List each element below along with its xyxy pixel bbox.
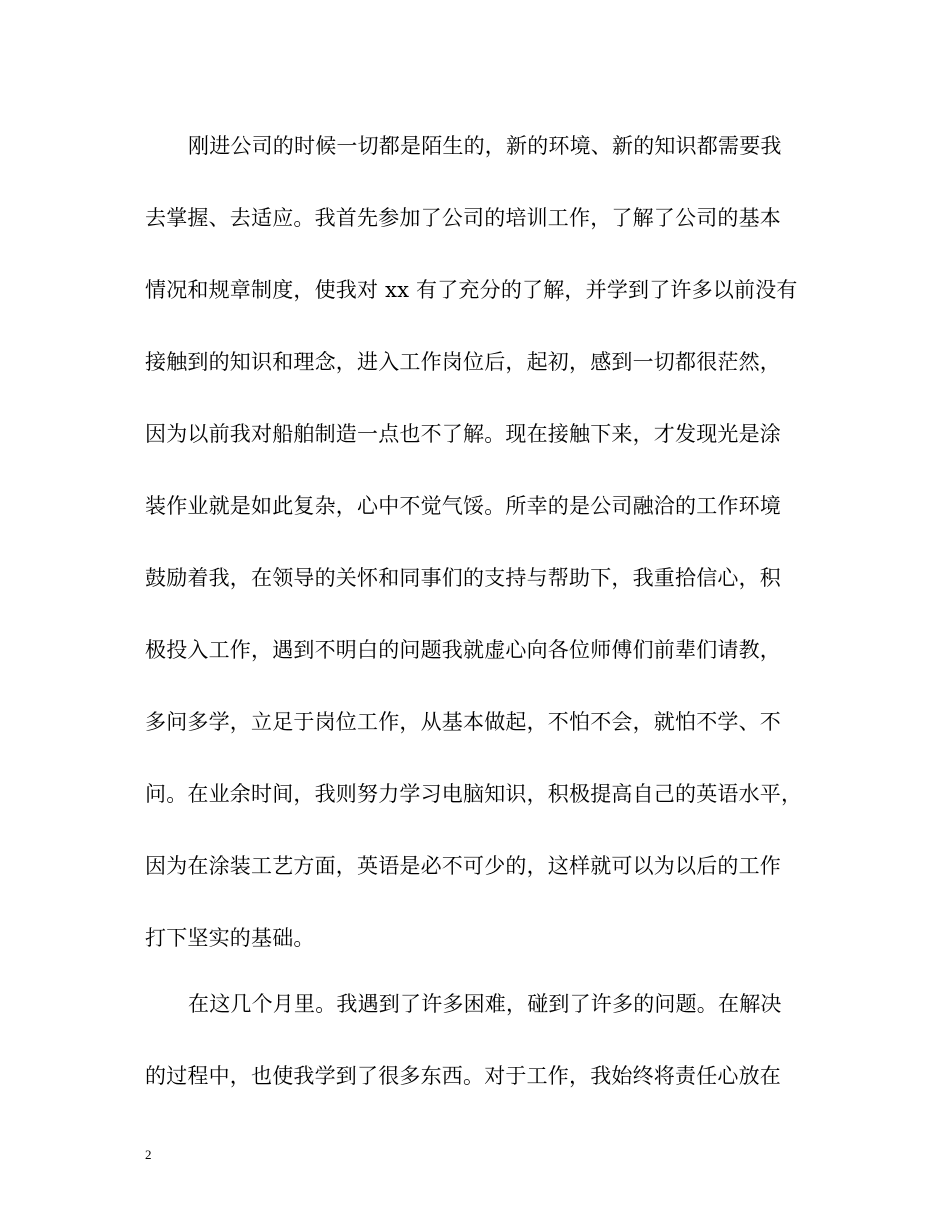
paragraph-1-line-7: 鼓励着我，在领导的关怀和同事们的支持与帮助下，我重拾信心，积 [145,566,781,590]
paragraph-1-line-4: 接触到的知识和理念，进入工作岗位后，起初，感到一切都很茫然， [145,350,781,374]
paragraph-1-line-6: 装作业就是如此复杂，心中不觉气馁。所幸的是公司融洽的工作环境 [145,494,781,518]
paragraph-1-line-1: 刚进公司的时候一切都是陌生的，新的环境、新的知识都需要我 [188,134,782,158]
page-number: 2 [145,1147,152,1162]
paragraph-2-line-1: 在这几个月里。我遇到了许多困难，碰到了许多的问题。在解决 [188,992,782,1016]
paragraph-1-line-5: 因为以前我对船舶制造一点也不了解。现在接触下来，才发现光是涂 [145,422,781,446]
paragraph-2-line-2: 的过程中，也使我学到了很多东西。对于工作，我始终将责任心放在 [145,1064,781,1088]
paragraph-1-line-8: 极投入工作，遇到不明白的问题我就虚心向各位师傅们前辈们请教， [145,638,781,662]
paragraph-1-line-11: 因为在涂装工艺方面，英语是必不可少的，这样就可以为以后的工作 [145,854,781,878]
paragraph-1-line-2: 去掌握、去适应。我首先参加了公司的培训工作，了解了公司的基本 [145,206,781,230]
paragraph-1-line-3: 情况和规章制度，使我对 xx 有了充分的了解，并学到了许多以前没有 [145,278,798,302]
paragraph-1-line-10: 问。在业余时间，我则努力学习电脑知识，积极提高自己的英语水平， [145,782,803,806]
paragraph-1-line-9: 多问多学，立足于岗位工作，从基本做起，不怕不会，就怕不学、不 [145,710,781,734]
paragraph-1-line-12: 打下坚实的基础。 [145,926,315,950]
